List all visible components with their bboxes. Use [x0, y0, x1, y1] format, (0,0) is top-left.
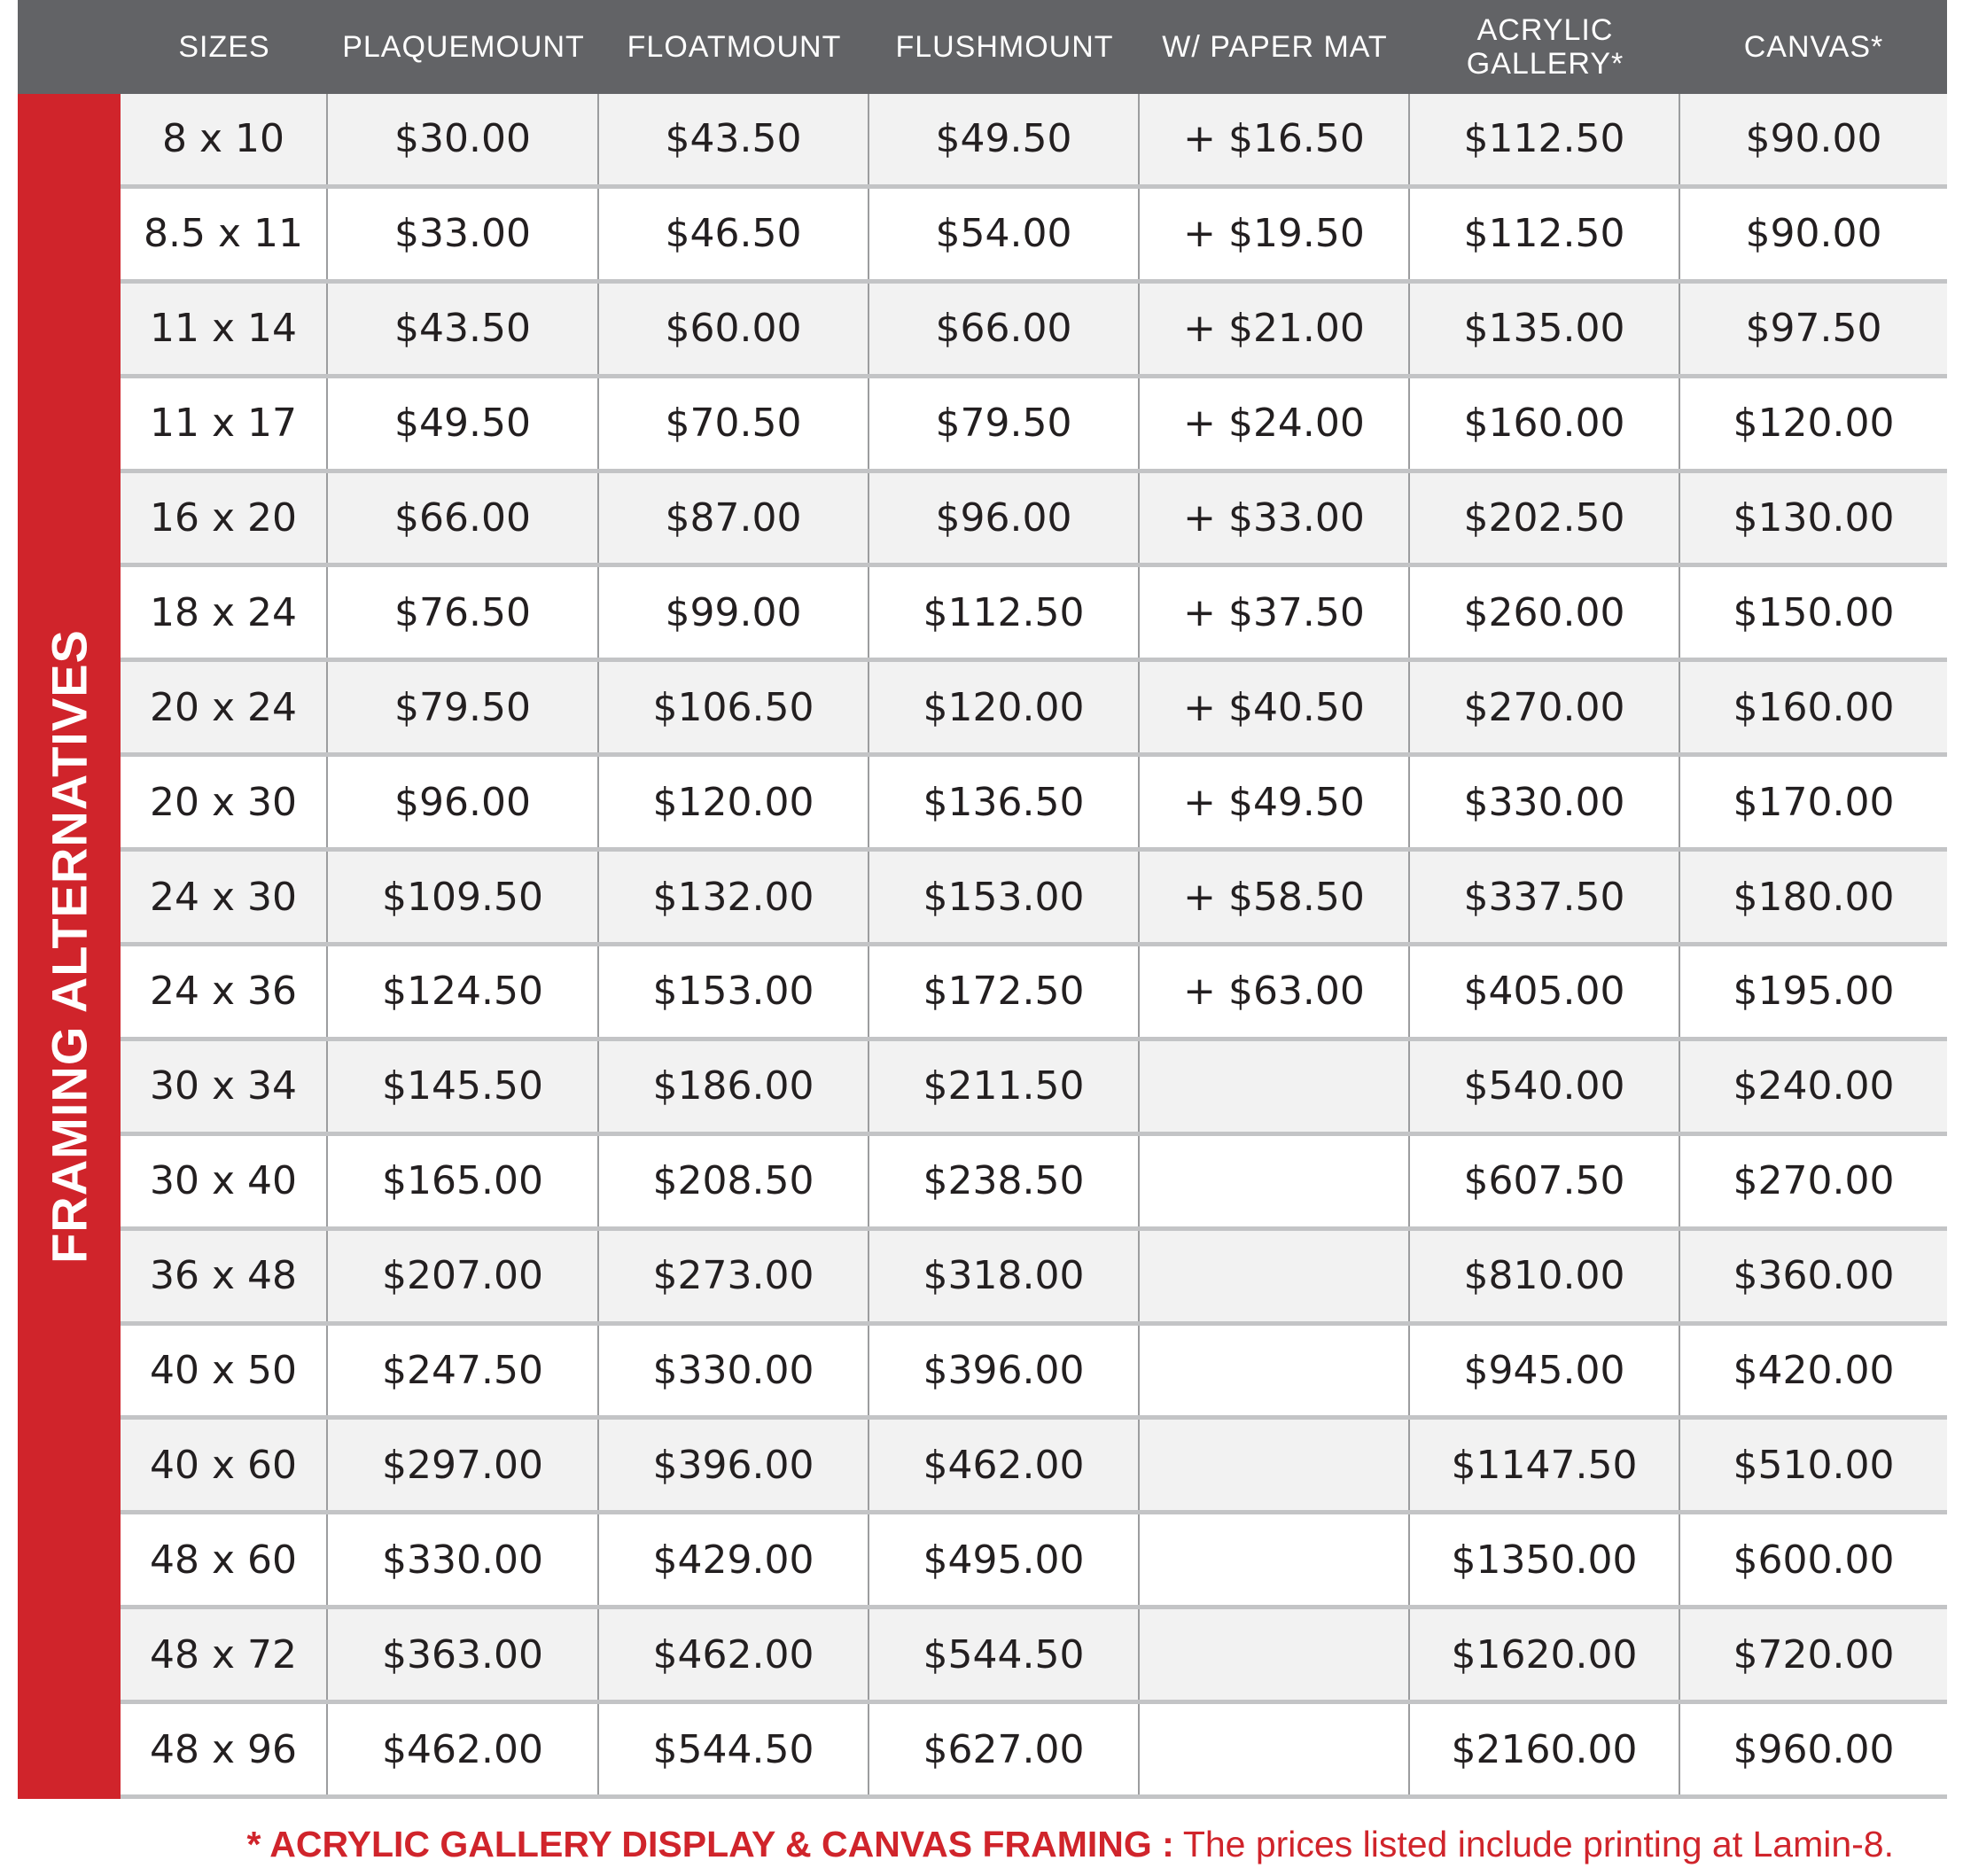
- cell-acrylic-gallery: $540.00: [1410, 1041, 1680, 1132]
- cell-sizes: 20 x 24: [121, 662, 328, 752]
- cell-plaquemount: $66.00: [328, 473, 599, 564]
- cell-flushmount: $54.00: [869, 189, 1140, 279]
- cell-flushmount: $211.50: [869, 1041, 1140, 1132]
- cell-floatmount: $70.50: [599, 378, 869, 469]
- table-row: [121, 189, 1947, 284]
- cell-flushmount: $627.00: [869, 1704, 1140, 1794]
- cell-flushmount: $136.50: [869, 757, 1140, 847]
- cell-acrylic-gallery: $405.00: [1410, 946, 1680, 1037]
- table-row: [121, 1136, 1947, 1231]
- table-row: [121, 1231, 1947, 1326]
- cell-plaquemount: $109.50: [328, 852, 599, 942]
- cell-flushmount: $396.00: [869, 1326, 1140, 1416]
- cell-plaquemount: $43.50: [328, 284, 599, 374]
- table-row: [121, 1326, 1947, 1421]
- cell-canvas: $360.00: [1733, 1253, 1895, 1299]
- table-row: [121, 1420, 1947, 1514]
- cell-floatmount: $462.00: [599, 1609, 869, 1700]
- cell-paper-mat: + $37.50: [1140, 567, 1410, 658]
- cell-paper-mat: [1140, 1514, 1410, 1605]
- cell-sizes: 40 x 50: [121, 1326, 328, 1416]
- cell-floatmount: $87.00: [599, 473, 869, 564]
- table-row: [121, 1041, 1947, 1136]
- cell-acrylic-gallery: $160.00: [1410, 378, 1680, 469]
- table-row: [121, 284, 1947, 378]
- cell-canvas: $150.00: [1733, 589, 1895, 635]
- cell-plaquemount: $330.00: [328, 1514, 599, 1605]
- footnote: [246, 1824, 1894, 1864]
- cell-floatmount: $132.00: [599, 852, 869, 942]
- table-row: [121, 378, 1947, 473]
- cell-flushmount: $49.50: [869, 94, 1140, 184]
- cell-canvas: $720.00: [1733, 1631, 1895, 1678]
- cell-floatmount: $208.50: [599, 1136, 869, 1226]
- cell-acrylic-gallery: $1350.00: [1410, 1514, 1680, 1605]
- cell-canvas: $195.00: [1733, 969, 1895, 1015]
- column-header-sizes: SIZES: [178, 30, 270, 64]
- price-table: [121, 94, 1947, 1799]
- cell-sizes: 48 x 60: [121, 1514, 328, 1605]
- column-header-canvas: CANVAS*: [1743, 30, 1884, 64]
- cell-flushmount: $172.50: [869, 946, 1140, 1037]
- cell-paper-mat: + $63.00: [1140, 946, 1410, 1037]
- cell-floatmount: $120.00: [599, 757, 869, 847]
- table-row: [121, 757, 1947, 852]
- cell-plaquemount: $33.00: [328, 189, 599, 279]
- cell-paper-mat: + $24.00: [1140, 378, 1410, 469]
- cell-plaquemount: $30.00: [328, 94, 599, 184]
- cell-canvas: $90.00: [1745, 116, 1882, 162]
- cell-flushmount: $79.50: [869, 378, 1140, 469]
- cell-flushmount: $66.00: [869, 284, 1140, 374]
- cell-paper-mat: [1140, 1704, 1410, 1794]
- cell-sizes: 48 x 72: [121, 1609, 328, 1700]
- cell-plaquemount: $79.50: [328, 662, 599, 752]
- footnote-bold: * ACRYLIC GALLERY DISPLAY & CANVAS FRAMING :: [246, 1823, 1174, 1864]
- cell-canvas: $90.00: [1745, 211, 1882, 257]
- cell-floatmount: $429.00: [599, 1514, 869, 1605]
- cell-acrylic-gallery: $1620.00: [1410, 1609, 1680, 1700]
- cell-sizes: 30 x 40: [121, 1136, 328, 1226]
- column-header-floatmount: FLOATMOUNT: [627, 30, 842, 64]
- cell-canvas: $600.00: [1733, 1537, 1895, 1583]
- cell-acrylic-gallery: $2160.00: [1410, 1704, 1680, 1794]
- cell-acrylic-gallery: $330.00: [1410, 757, 1680, 847]
- cell-floatmount: $273.00: [599, 1231, 869, 1321]
- cell-acrylic-gallery: $112.50: [1410, 94, 1680, 184]
- table-row: [121, 567, 1947, 662]
- cell-plaquemount: $462.00: [328, 1704, 599, 1794]
- cell-plaquemount: $49.50: [328, 378, 599, 469]
- table-row: [121, 1704, 1947, 1799]
- cell-canvas: $160.00: [1733, 684, 1895, 730]
- cell-canvas: $240.00: [1733, 1063, 1895, 1109]
- cell-canvas: $270.00: [1733, 1158, 1895, 1204]
- cell-floatmount: $60.00: [599, 284, 869, 374]
- cell-flushmount: $544.50: [869, 1609, 1140, 1700]
- cell-paper-mat: [1140, 1136, 1410, 1226]
- cell-sizes: 24 x 30: [121, 852, 328, 942]
- cell-paper-mat: [1140, 1231, 1410, 1321]
- cell-flushmount: $495.00: [869, 1514, 1140, 1605]
- cell-flushmount: $96.00: [869, 473, 1140, 564]
- cell-acrylic-gallery: $112.50: [1410, 189, 1680, 279]
- cell-canvas: $97.50: [1745, 306, 1882, 352]
- cell-sizes: 36 x 48: [121, 1231, 328, 1321]
- table-row: [121, 852, 1947, 946]
- cell-paper-mat: [1140, 1609, 1410, 1700]
- cell-floatmount: $330.00: [599, 1326, 869, 1416]
- table-row: [121, 94, 1947, 189]
- cell-paper-mat: + $21.00: [1140, 284, 1410, 374]
- cell-paper-mat: + $40.50: [1140, 662, 1410, 752]
- cell-flushmount: $238.50: [869, 1136, 1140, 1226]
- column-header-acrylic-gallery: ACRYLIC GALLERY*: [1466, 13, 1624, 81]
- table-row: [121, 1514, 1947, 1609]
- cell-canvas: $960.00: [1733, 1726, 1895, 1772]
- cell-plaquemount: $363.00: [328, 1609, 599, 1700]
- cell-sizes: 16 x 20: [121, 473, 328, 564]
- column-header-paper-mat: W/ PAPER MAT: [1162, 30, 1388, 64]
- cell-sizes: 24 x 36: [121, 946, 328, 1037]
- footnote-text: The prices listed include printing at Lamin-8.: [1182, 1823, 1894, 1864]
- table-row: [121, 662, 1947, 757]
- cell-paper-mat: + $58.50: [1140, 852, 1410, 942]
- cell-acrylic-gallery: $202.50: [1410, 473, 1680, 564]
- cell-floatmount: $153.00: [599, 946, 869, 1037]
- cell-acrylic-gallery: $135.00: [1410, 284, 1680, 374]
- cell-flushmount: $112.50: [869, 567, 1140, 658]
- cell-canvas: $180.00: [1733, 874, 1895, 920]
- cell-acrylic-gallery: $260.00: [1410, 567, 1680, 658]
- cell-sizes: 48 x 96: [121, 1704, 328, 1794]
- cell-paper-mat: [1140, 1326, 1410, 1416]
- cell-acrylic-gallery: $945.00: [1410, 1326, 1680, 1416]
- table-header: [18, 0, 1947, 94]
- cell-plaquemount: $297.00: [328, 1420, 599, 1510]
- cell-floatmount: $99.00: [599, 567, 869, 658]
- cell-plaquemount: $247.50: [328, 1326, 599, 1416]
- cell-acrylic-gallery: $1147.50: [1410, 1420, 1680, 1510]
- table-row: [121, 1609, 1947, 1704]
- cell-floatmount: $396.00: [599, 1420, 869, 1510]
- cell-sizes: 8.5 x 11: [121, 189, 328, 279]
- cell-floatmount: $43.50: [599, 94, 869, 184]
- cell-sizes: 11 x 14: [121, 284, 328, 374]
- cell-sizes: 11 x 17: [121, 378, 328, 469]
- cell-acrylic-gallery: $607.50: [1410, 1136, 1680, 1226]
- cell-acrylic-gallery: $270.00: [1410, 662, 1680, 752]
- cell-canvas: $420.00: [1733, 1347, 1895, 1393]
- cell-paper-mat: + $19.50: [1140, 189, 1410, 279]
- cell-floatmount: $186.00: [599, 1041, 869, 1132]
- column-header-plaquemount: PLAQUEMOUNT: [342, 30, 585, 64]
- cell-paper-mat: + $16.50: [1140, 94, 1410, 184]
- cell-flushmount: $318.00: [869, 1231, 1140, 1321]
- cell-floatmount: $46.50: [599, 189, 869, 279]
- cell-sizes: 8 x 10: [121, 94, 328, 184]
- cell-flushmount: $462.00: [869, 1420, 1140, 1510]
- cell-floatmount: $106.50: [599, 662, 869, 752]
- cell-flushmount: $120.00: [869, 662, 1140, 752]
- cell-acrylic-gallery: $810.00: [1410, 1231, 1680, 1321]
- cell-plaquemount: $145.50: [328, 1041, 599, 1132]
- cell-canvas: $510.00: [1733, 1442, 1895, 1488]
- cell-canvas: $130.00: [1733, 494, 1895, 541]
- cell-floatmount: $544.50: [599, 1704, 869, 1794]
- cell-plaquemount: $124.50: [328, 946, 599, 1037]
- side-label: FRAMING ALTERNATIVES: [41, 629, 97, 1264]
- cell-sizes: 20 x 30: [121, 757, 328, 847]
- cell-plaquemount: $96.00: [328, 757, 599, 847]
- cell-sizes: 30 x 34: [121, 1041, 328, 1132]
- cell-sizes: 40 x 60: [121, 1420, 328, 1510]
- cell-plaquemount: $76.50: [328, 567, 599, 658]
- cell-paper-mat: [1140, 1420, 1410, 1510]
- cell-canvas: $170.00: [1733, 779, 1895, 825]
- cell-paper-mat: + $49.50: [1140, 757, 1410, 847]
- table-row: [121, 946, 1947, 1041]
- cell-plaquemount: $165.00: [328, 1136, 599, 1226]
- table-row: [121, 473, 1947, 568]
- cell-paper-mat: [1140, 1041, 1410, 1132]
- cell-sizes: 18 x 24: [121, 567, 328, 658]
- cell-canvas: $120.00: [1733, 401, 1895, 447]
- cell-paper-mat: + $33.00: [1140, 473, 1410, 564]
- cell-acrylic-gallery: $337.50: [1410, 852, 1680, 942]
- cell-flushmount: $153.00: [869, 852, 1140, 942]
- cell-plaquemount: $207.00: [328, 1231, 599, 1321]
- column-header-flushmount: FLUSHMOUNT: [895, 30, 1114, 64]
